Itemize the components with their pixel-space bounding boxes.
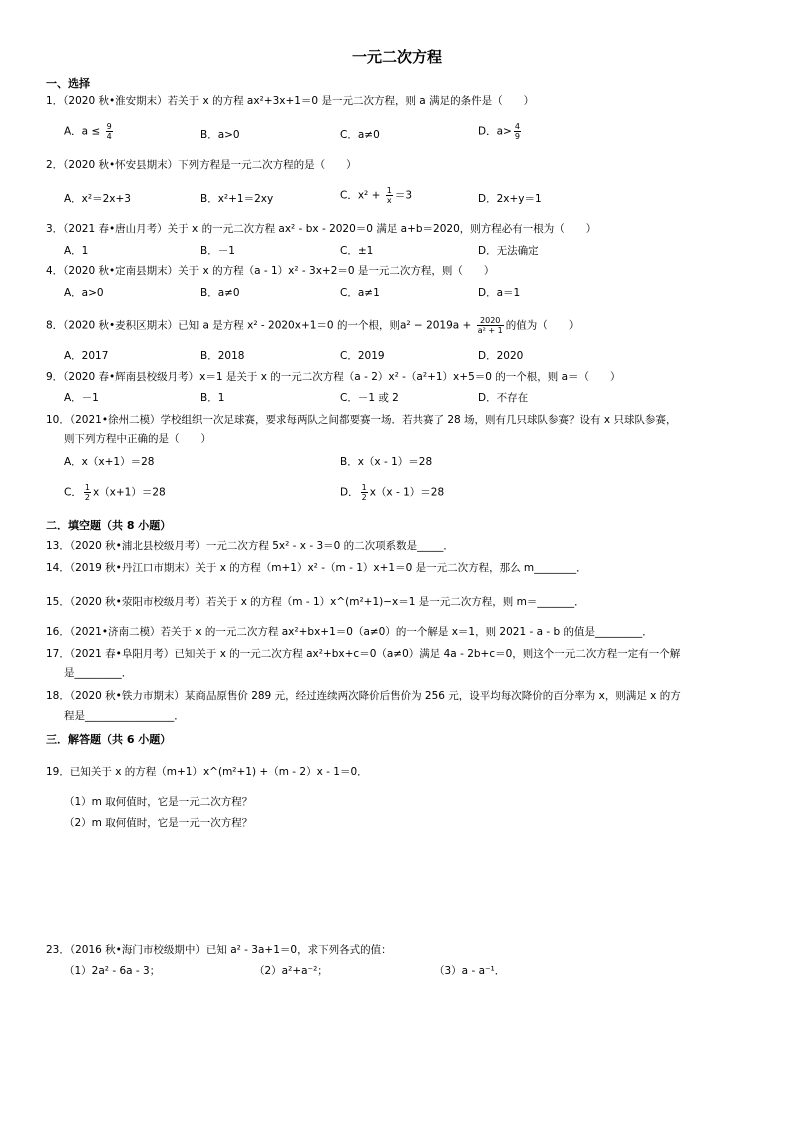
option-c-prefix: C．x² + — [340, 189, 384, 202]
question-2-option-d: D．2x+y＝1 — [478, 193, 542, 205]
question-1-option-d — [478, 122, 523, 141]
fraction-numerator: 1 — [361, 483, 367, 492]
fraction-numerator: 2020 — [477, 316, 504, 326]
option-d-fraction — [514, 122, 521, 141]
question-4-option-c: C．a≠1 — [340, 287, 380, 299]
question-8-option-d: D．2020 — [478, 350, 524, 362]
question-8-stem-prefix: 8．（2020 秋•麦积区期末）已知 a 是方程 x² - 2020x+1＝0 的一个根，则a² − 2019a + — [46, 319, 475, 332]
question-10-option-a: A．x（x+1）＝28 — [64, 456, 155, 468]
question-9-option-c: C．－1 或 2 — [340, 392, 399, 404]
question-3-option-d: D．无法确定 — [478, 245, 539, 257]
question-8-option-c: C．2019 — [340, 350, 385, 362]
option-c-prefix: C． — [64, 486, 82, 499]
question-15: 15．（2020 秋•荥阳市校级月考）若关于 x 的方程（m - 1）x^(m²+1)−x＝1 是一元二次方程，则 m＝_______． — [46, 596, 585, 608]
question-10-option-b: B．x（x - 1）＝28 — [340, 456, 433, 468]
option-d-prefix: D．a> — [478, 125, 512, 138]
question-4-option-d: D．a＝1 — [478, 287, 521, 299]
fraction-denominator: 9 — [514, 132, 520, 141]
question-1-option-a — [64, 122, 115, 141]
question-23-part-1: （1）2a² - 6a - 3； — [64, 965, 161, 977]
question-10-line-1: 10．（2021•徐州二模）学校组织一次足球赛，要求每两队之间都要赛一场．若共赛了 28 场，则有几只球队参赛？设有 x 只球队参赛， — [46, 414, 677, 426]
question-10-option-d — [340, 483, 444, 502]
fraction-denominator: 2 — [84, 493, 90, 502]
question-10-option-c — [64, 483, 166, 502]
option-d-fraction — [361, 483, 368, 502]
question-2-option-b: B．x²+1＝2xy — [200, 193, 274, 205]
section-heading-choice: 一、选择 — [46, 77, 90, 90]
question-8-stem — [46, 316, 579, 335]
question-18-line-1: 18．（2020 秋•铁力市期末）某商品原售价 289 元，经过连续两次降价后售价为 256 元，设平均每次降价的百分率为 x，则满足 x 的方 — [46, 690, 681, 702]
question-23-part-2: （2）a²+a⁻²； — [254, 965, 328, 977]
option-d-suffix: x（x - 1）＝28 — [369, 486, 445, 499]
question-4-option-a: A．a>0 — [64, 287, 104, 299]
option-a-prefix: A．a ≤ — [64, 125, 104, 138]
question-2-option-c — [340, 186, 412, 205]
fraction-numerator: 1 — [386, 186, 392, 195]
question-16: 16．（2021•济南二模）若关于 x 的一元二次方程 ax²+bx+1＝0（a≠0）的一个解是 x＝1，则 2021 - a - b 的值是_________． — [46, 626, 653, 638]
question-19-part-2: （2）m 取何值时，它是一元一次方程？ — [64, 817, 253, 829]
question-1-option-b: B．a>0 — [200, 129, 240, 141]
question-8-stem-suffix: 的值为（ ） — [505, 319, 580, 332]
fraction-numerator: 9 — [106, 122, 112, 131]
question-18-line-2: 程是_________________． — [64, 710, 185, 722]
question-13: 13．（2020 秋•浦北县校级月考）一元二次方程 5x² - x - 3＝0 的二次项系数是_____． — [46, 540, 454, 552]
option-c-suffix: x（x+1）＝28 — [92, 486, 166, 499]
question-19-part-1: （1）m 取何值时，它是一元二次方程？ — [64, 796, 253, 808]
question-9-option-a: A．－1 — [64, 392, 99, 404]
question-10-line-2: 则下列方程中正确的是（ ） — [64, 433, 211, 445]
fraction-numerator: 4 — [514, 122, 520, 131]
fraction-denominator: a² + 1 — [477, 326, 503, 335]
question-8-option-a: A．2017 — [64, 350, 109, 362]
option-a-fraction — [106, 122, 113, 141]
page-title: 一元二次方程 — [351, 48, 442, 66]
question-9-stem: 9．（2020 春•辉南县校级月考）x＝1 是关于 x 的一元二次方程（a - 2）x² -（a²+1）x+5＝0 的一个根，则 a＝（ ） — [46, 371, 621, 383]
question-4-option-b: B．a≠0 — [200, 287, 240, 299]
question-1-option-c: C．a≠0 — [340, 129, 380, 141]
question-17-line-1: 17．（2021 春•阜阳月考）已知关于 x 的一元二次方程 ax²+bx+c＝0（a≠0）满足 4a - 2b+c＝0，则这个一元二次方程一定有一个解 — [46, 648, 681, 660]
question-1-stem: 1．（2020 秋•淮安期末）若关于 x 的方程 ax²+3x+1＝0 是一元二次方程，则 a 满足的条件是（ ） — [46, 95, 535, 107]
section-heading-solve: 三．解答题（共 6 小题） — [46, 733, 172, 746]
question-3-option-b: B．－1 — [200, 245, 235, 257]
question-17-line-2: 是_________． — [64, 667, 133, 679]
question-8-fraction — [477, 316, 504, 335]
fraction-denominator: x — [386, 196, 392, 205]
question-3-option-c: C．±1 — [340, 245, 374, 257]
question-2-option-a: A．x²＝2x+3 — [64, 193, 131, 205]
option-c-suffix: ＝3 — [394, 189, 413, 202]
option-c-fraction — [386, 186, 393, 205]
question-23-stem: 23．（2016 秋•海门市校级期中）已知 a² - 3a+1＝0，求下列各式的值： — [46, 944, 392, 956]
question-14: 14．（2019 秋•丹江口市期末）关于 x 的方程（m+1）x² -（m - 1）x+1＝0 是一元二次方程，那么 m________． — [46, 562, 587, 574]
question-23-part-3: （3）a - a⁻¹． — [434, 965, 506, 977]
option-d-prefix: D． — [340, 486, 359, 499]
fraction-denominator: 4 — [106, 132, 112, 141]
question-9-option-b: B．1 — [200, 392, 225, 404]
question-4-stem: 4．（2020 秋•定南县期末）关于 x 的方程（a - 1）x² - 3x+2＝0 是一元二次方程，则（ ） — [46, 265, 495, 277]
question-19-stem: 19．已知关于 x 的方程（m+1）x^(m²+1) +（m - 2）x - 1＝0． — [46, 766, 368, 778]
fraction-denominator: 2 — [361, 493, 367, 502]
fraction-numerator: 1 — [84, 483, 90, 492]
question-8-option-b: B．2018 — [200, 350, 245, 362]
option-c-fraction — [84, 483, 91, 502]
section-heading-fill: 二．填空题（共 8 小题） — [46, 519, 172, 532]
question-9-option-d: D．不存在 — [478, 392, 529, 404]
question-3-option-a: A．1 — [64, 245, 89, 257]
question-3-stem: 3．（2021 春•唐山月考）关于 x 的一元二次方程 ax² - bx - 2020＝0 满足 a+b＝2020，则方程必有一根为（ ） — [46, 223, 597, 235]
question-2-stem: 2．（2020 秋•怀安县期末）下列方程是一元二次方程的是（ ） — [46, 159, 357, 171]
